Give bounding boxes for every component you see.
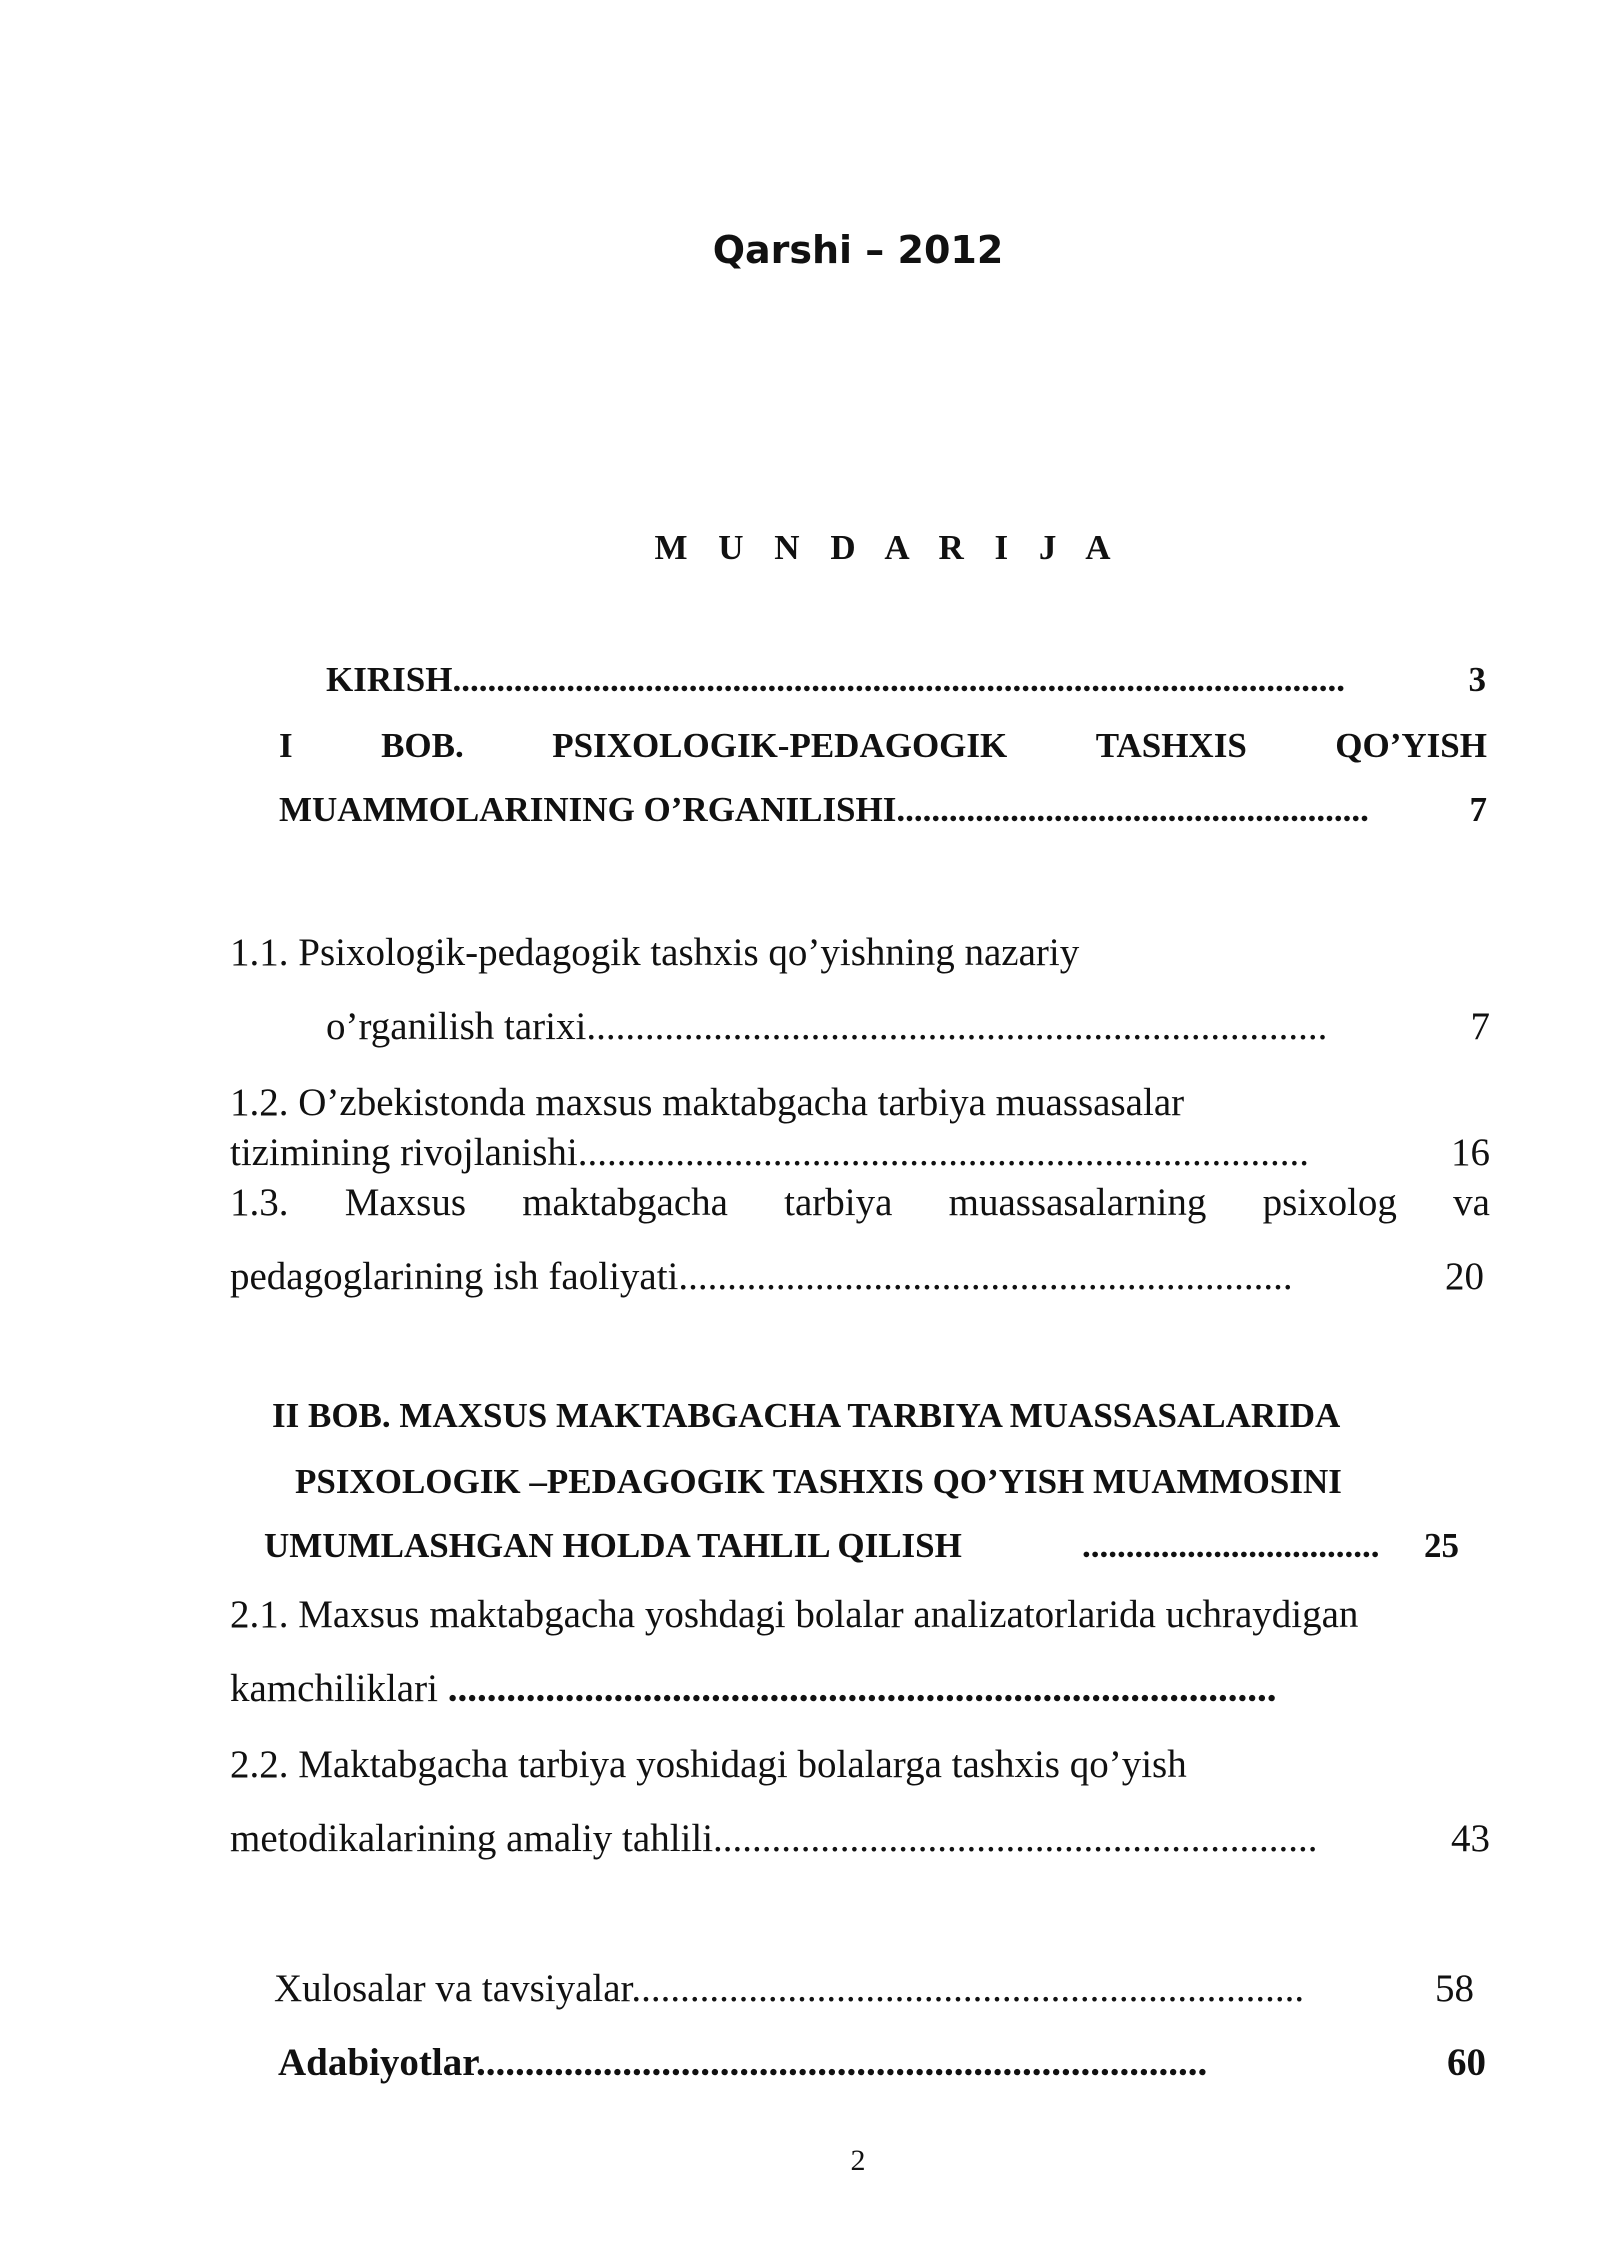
- toc-entry-conclusions: [274, 1966, 1474, 2011]
- toc-section-2-1-line-2: [230, 1666, 1444, 1711]
- toc-word: 1.3.: [230, 1181, 289, 1224]
- toc-chapter-2-line-1: II BOB. MAXSUS MAKTABGACHA TARBIYA MUASSASALARIDA: [272, 1396, 1341, 1435]
- toc-page: 43: [1451, 1817, 1490, 1860]
- toc-leader: ...........................................................................: [475, 2041, 1208, 2084]
- toc-label: KIRISH: [326, 660, 453, 699]
- toc-chapter-1-line-2: [279, 790, 1487, 830]
- toc-chapter-2-line-3: [264, 1526, 1459, 1568]
- toc-section-1-1-line-1: 1.1. Psixologik-pedagogik tashxis qo’yishning nazariy: [230, 931, 1080, 974]
- toc-leader: ............................................................................: [586, 1005, 1328, 1048]
- toc-word: I: [279, 726, 293, 765]
- toc-page: 3: [1468, 660, 1486, 699]
- toc-section-2-1-line-1: 2.1. Maxsus maktabgacha yoshdagi bolalar analizatorlarida uchraydigan: [230, 1593, 1359, 1636]
- contents-title: M U N D A R I J A: [654, 528, 1122, 567]
- toc-label: o’rganilish tarixi: [326, 1005, 587, 1048]
- toc-leader: .....................................................................: [631, 1967, 1305, 2010]
- toc-label: UMUMLASHGAN HOLDA TAHLIL QILISH: [264, 1526, 962, 1565]
- toc-page: 25: [1424, 1526, 1459, 1565]
- toc-section-2-2-line-1: 2.2. Maktabgacha tarbiya yoshidagi bolalarga tashxis qo’yish: [230, 1743, 1187, 1786]
- toc-section-1-1-line-2: [326, 1004, 1490, 1049]
- toc-label: Adabiyotlar: [278, 2041, 476, 2084]
- toc-word: QO’YISH: [1335, 726, 1487, 765]
- toc-word: tarbiya: [784, 1181, 893, 1224]
- toc-leader: ...............................................................: [678, 1255, 1293, 1298]
- toc-label: tizimining rivojlanishi: [230, 1131, 578, 1174]
- toc-page: 7: [1470, 1005, 1490, 1048]
- toc-leader: ......................................................................................................: [452, 660, 1345, 699]
- toc-word: maktabgacha: [522, 1181, 728, 1224]
- toc-word: muassasalarning: [948, 1181, 1207, 1224]
- toc-section-1-2-line-1: 1.2. O’zbekistonda maxsus maktabgacha tarbiya muassasalar: [230, 1081, 1185, 1124]
- toc-section-1-3-line-1: [230, 1180, 1490, 1225]
- toc-word: psixolog: [1262, 1181, 1397, 1224]
- toc-page: 58: [1435, 1967, 1474, 2010]
- toc-page: 60: [1447, 2041, 1486, 2084]
- toc-leader: ......................................................: [896, 790, 1369, 829]
- toc-section-1-3-line-2: [230, 1254, 1484, 1299]
- city-year-heading: Qarshi – 2012: [712, 228, 1004, 272]
- toc-label: kamchiliklari: [230, 1667, 438, 1710]
- toc-chapter-1-line-1: [279, 726, 1487, 766]
- toc-entry-references: [278, 2040, 1486, 2085]
- toc-chapter-2-line-2: PSIXOLOGIK –PEDAGOGIK TASHXIS QO’YISH MUAMMOSINI: [295, 1462, 1342, 1501]
- toc-label: MUAMMOLARINING O’RGANILISHI: [279, 790, 897, 829]
- toc-page: 16: [1451, 1131, 1490, 1174]
- toc-section-2-2-line-2: [230, 1816, 1490, 1861]
- toc-word: PSIXOLOGIK-PEDAGOGIK: [552, 726, 1008, 765]
- toc-section-1-2-line-2: [230, 1130, 1490, 1175]
- toc-label: metodikalarining amaliy tahlili: [230, 1817, 714, 1860]
- toc-word: TASHXIS: [1095, 726, 1247, 765]
- toc-word: Maxsus: [344, 1181, 467, 1224]
- toc-label: Xulosalar va tavsiyalar: [274, 1967, 632, 2010]
- toc-leader: .....................................................................................: [447, 1667, 1277, 1710]
- toc-leader: ..............................................................: [713, 1817, 1318, 1860]
- toc-label: pedagoglarining ish faoliyati: [230, 1255, 679, 1298]
- toc-leader: ...........................................................................: [577, 1131, 1309, 1174]
- toc-leader: ..................................: [1082, 1526, 1380, 1565]
- toc-entry-kirish: [326, 660, 1486, 702]
- toc-word: va: [1453, 1181, 1490, 1224]
- toc-page: 7: [1469, 790, 1487, 829]
- toc-page: 20: [1445, 1255, 1484, 1298]
- toc-word: BOB.: [381, 726, 464, 765]
- page-number: 2: [850, 2144, 866, 2177]
